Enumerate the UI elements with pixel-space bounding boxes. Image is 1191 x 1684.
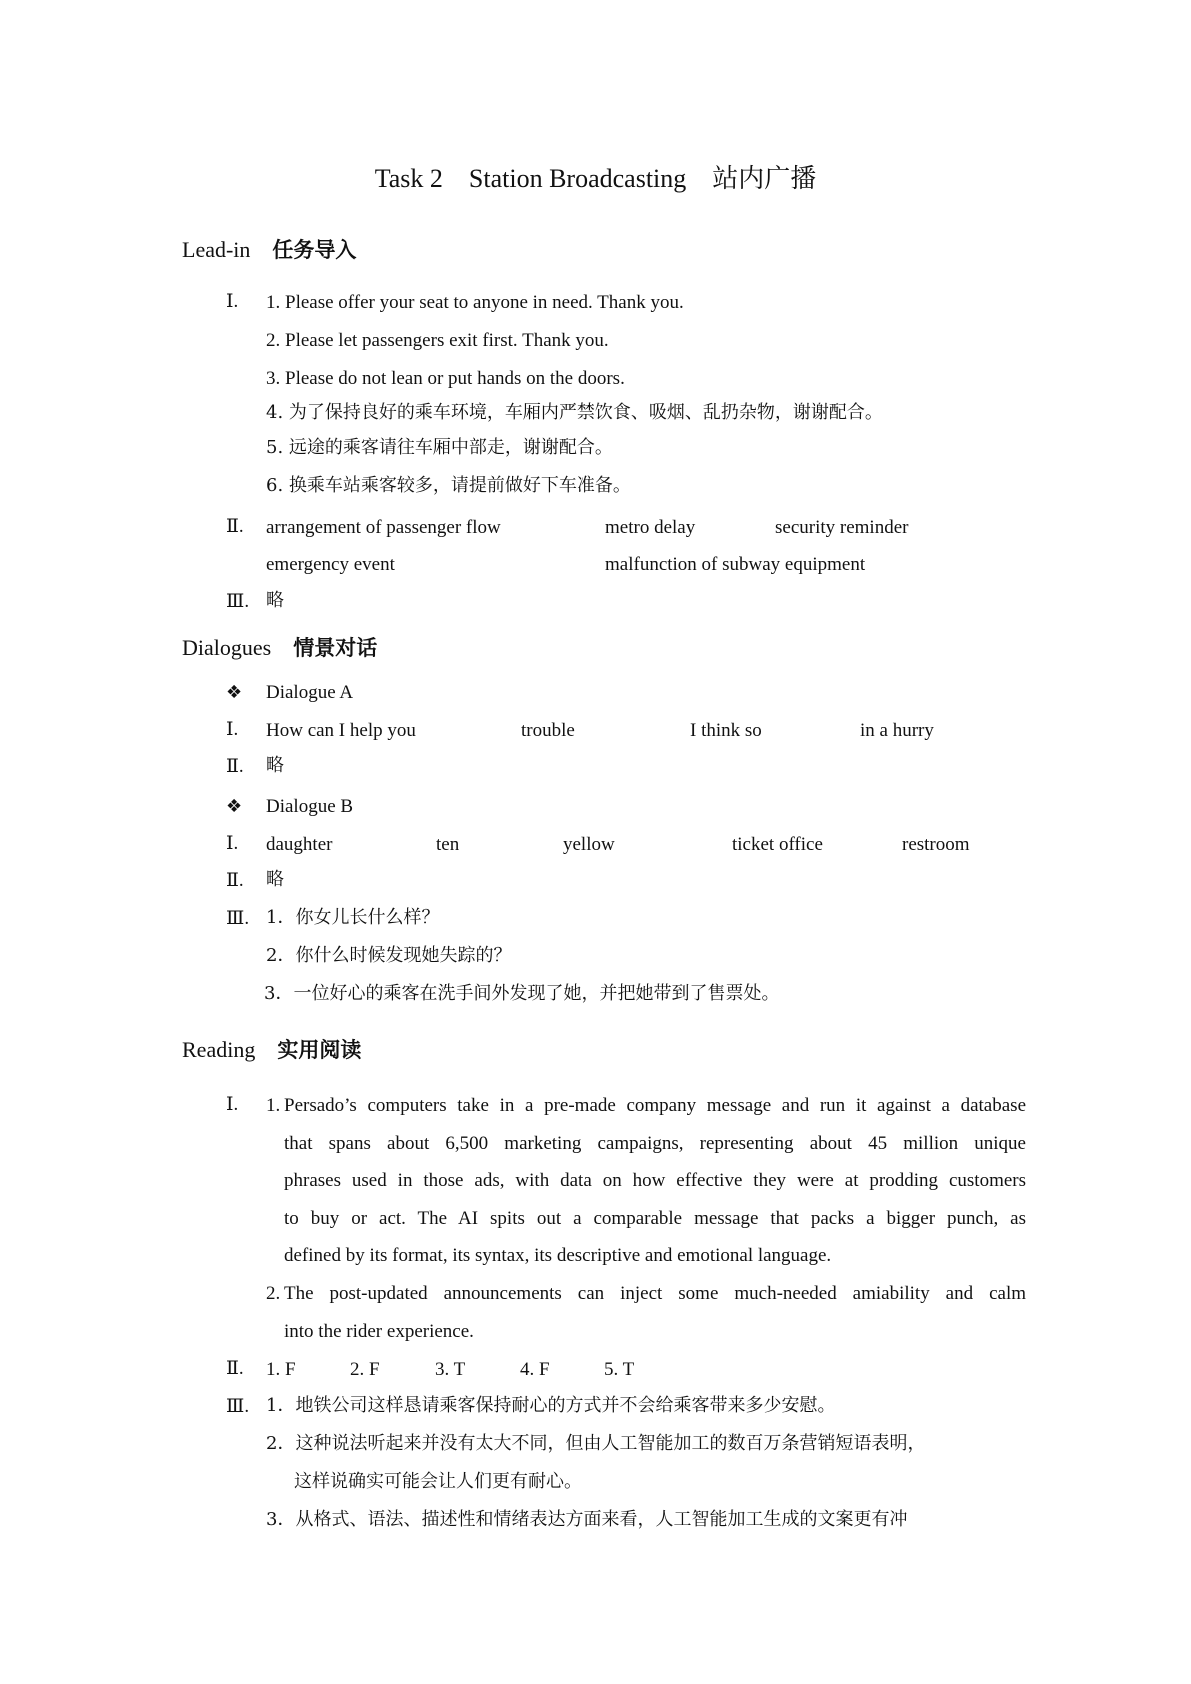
reading-i2-line: into the rider experience. [284,1320,474,1342]
reading-i-marker: Ⅰ. [226,1094,239,1115]
title-zh: 站内广播 [712,164,817,194]
title-name: Station Broadcasting [468,164,687,193]
reading-iii-item: 2．这种说法听起来并没有太大不同，但由人工智能加工的数百万条营销短语表明， [266,1433,926,1454]
leadin-i-item: 4. 为了保持良好的乘车环境，车厢内严禁饮食、吸烟、乱扔杂物，谢谢配合。 [266,402,883,423]
reading-ii-marker: Ⅱ. [226,1358,244,1379]
reading-ii-answer: 2. F [350,1359,380,1380]
diamond-bullet-icon: ❖ [226,796,243,817]
reading-i1-line: defined by its format, its syntax, its descriptive and emotional language. [284,1245,832,1267]
leadin-ii-term: arrangement of passenger flow [266,517,501,538]
leadin-heading-zh: 任务导入 [272,238,357,262]
dialogue-b-iii-item: 1．你女儿长什么样？ [266,907,440,928]
reading-heading-zh: 实用阅读 [277,1038,362,1062]
page-title [0,158,1191,195]
dialogue-a-term: in a hurry [860,720,934,741]
leadin-i-item: 3. Please do not lean or put hands on the doors. [266,368,625,389]
reading-ii-answer: 4. F [520,1359,550,1380]
section-heading-leadin [182,234,356,264]
dialogue-b-label: Dialogue B [266,796,354,817]
reading-iii-item: 这样说确实可能会让人们更有耐心。 [294,1471,582,1492]
leadin-i-item: 6. 换乘车站乘客较多，请提前做好下车准备。 [266,475,631,496]
reading-i1-line: Persado’s computers take in a pre-made company message and run it against a database [284,1095,1026,1116]
leadin-ii-term: malfunction of subway equipment [605,554,866,575]
reading-i2-line: The post-updated announcements can inject some much-needed amiability and calm [284,1283,1026,1304]
leadin-i-item: 2. Please let passengers exit first. Thank you. [266,330,609,351]
leadin-ii-marker: Ⅱ. [226,516,244,537]
leadin-i-marker: Ⅰ. [226,291,239,312]
dialogue-a-ii-marker: Ⅱ. [226,756,244,777]
leadin-ii-term: emergency event [266,554,395,575]
reading-heading: Reading [182,1037,256,1062]
reading-i2-paragraph [284,1275,1026,1350]
dialogue-b-term: ticket office [732,834,823,855]
section-heading-dialogues [182,632,377,662]
leadin-ii-term: metro delay [605,517,696,538]
diamond-bullet-icon: ❖ [226,682,243,703]
dialogue-b-iii-item: 3．一位好心的乘客在洗手间外发现了她，并把她带到了售票处。 [264,983,780,1004]
reading-ii-answer: 3. T [435,1359,466,1380]
dialogue-b-term: yellow [563,834,615,855]
title-task: Task 2 [374,164,443,193]
dialogue-a-term: How can I help you [266,720,416,741]
dialogue-b-term: ten [436,834,460,855]
reading-iii-item: 3．从格式、语法、描述性和情绪表达方面来看，人工智能加工生成的文案更有冲 [266,1509,908,1530]
dialogues-heading-zh: 情景对话 [293,636,378,660]
reading-i1-paragraph [284,1087,1026,1275]
section-heading-reading [182,1034,361,1064]
dialogue-b-ii-text: 略 [266,869,284,890]
dialogue-a-term: trouble [521,720,575,741]
dialogue-a-ii-text: 略 [266,755,284,776]
leadin-i-item: 1. Please offer your seat to anyone in need. Thank you. [266,292,684,313]
dialogue-b-term: restroom [902,834,970,855]
dialogue-b-ii-marker: Ⅱ. [226,870,244,891]
reading-i1-line: that spans about 6,500 marketing campaigns, representing about 45 million unique [284,1132,1026,1154]
dialogue-b-iii-marker: Ⅲ. [226,908,250,929]
dialogue-a-term: I think so [690,720,762,741]
dialogue-b-term: daughter [266,834,333,855]
dialogue-b-i-marker: Ⅰ. [226,833,239,854]
reading-ii-answer: 5. T [604,1359,635,1380]
dialogue-a-label: Dialogue A [266,682,354,703]
reading-iii-marker: Ⅲ. [226,1396,250,1417]
leadin-ii-term: security reminder [775,517,909,538]
leadin-iii-text: 略 [266,590,284,611]
reading-iii-item: 1．地铁公司这样恳请乘客保持耐心的方式并不会给乘客带来多少安慰。 [266,1395,836,1416]
dialogue-a-i-marker: Ⅰ. [226,719,239,740]
reading-i2-number: 2. [266,1283,281,1304]
leadin-heading: Lead-in [182,237,251,262]
reading-i1-line: phrases used in those ads, with data on how effective they were at prodding customers [284,1170,1026,1192]
dialogue-b-iii-item: 2．你什么时候发现她失踪的？ [266,945,512,966]
reading-i1-number: 1. [266,1095,281,1116]
reading-i1-line: to buy or act. The AI spits out a comparable message that packs a bigger punch, as [284,1207,1026,1229]
reading-ii-answer: 1. F [266,1359,296,1380]
leadin-iii-marker: Ⅲ. [226,591,250,612]
dialogues-heading: Dialogues [182,635,272,660]
leadin-i-item: 5. 远途的乘客请往车厢中部走，谢谢配合。 [266,437,613,458]
